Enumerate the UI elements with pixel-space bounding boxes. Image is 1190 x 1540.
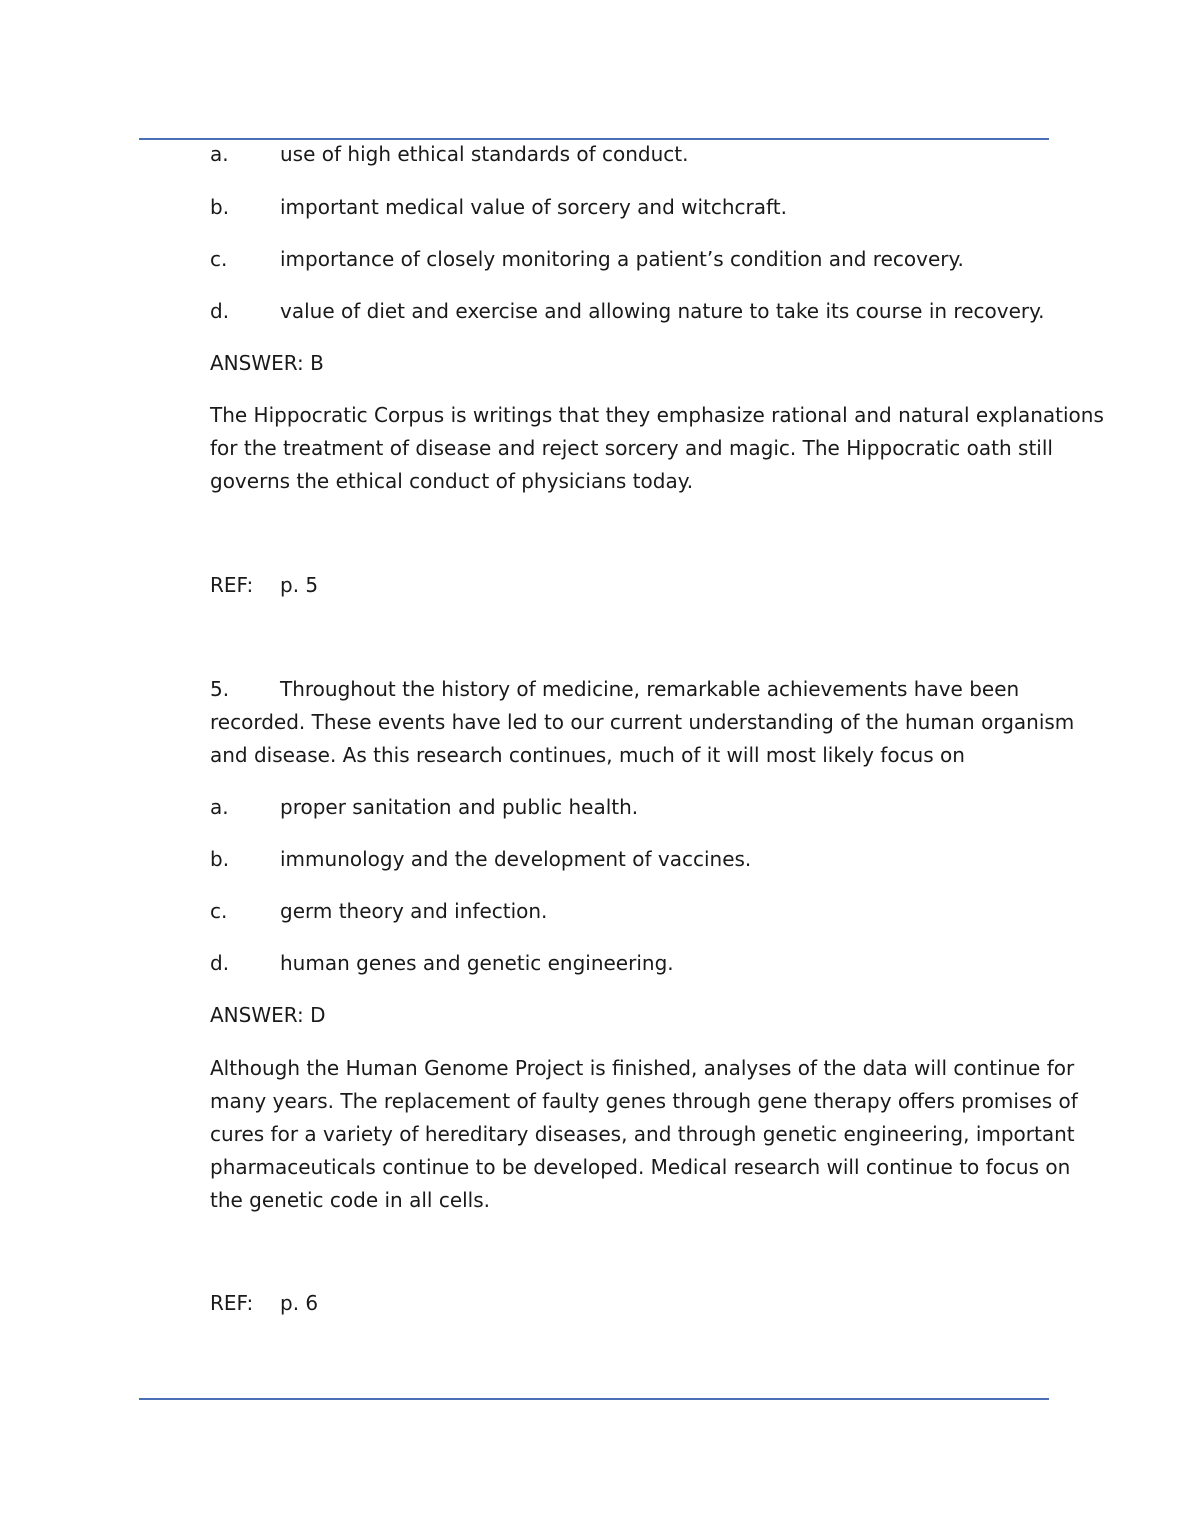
q4-option-a — [210, 138, 689, 171]
q5-ref — [210, 1287, 318, 1320]
q4-option-c — [210, 243, 964, 276]
q5-question — [210, 673, 1075, 772]
q5-explanation — [210, 1052, 1078, 1217]
ref-value: p. 5 — [280, 573, 319, 597]
option-letter: a. — [210, 142, 229, 166]
footer-rule — [139, 1398, 1049, 1400]
q4-explanation — [210, 399, 1104, 498]
explanation-line: pharmaceuticals continue to be developed. Medical research will continue to focus on — [210, 1155, 1071, 1179]
option-text: germ theory and infection. — [280, 899, 548, 923]
question-number: 5. — [210, 677, 230, 701]
option-letter: a. — [210, 795, 229, 819]
ref-label: REF: — [210, 573, 254, 597]
q4-option-d — [210, 295, 1044, 328]
option-letter: c. — [210, 899, 228, 923]
q4-option-b — [210, 191, 787, 224]
ref-label: REF: — [210, 1291, 254, 1315]
option-text: human genes and genetic engineering. — [280, 951, 674, 975]
option-text: proper sanitation and public health. — [280, 795, 639, 819]
q5-option-b — [210, 843, 751, 876]
q5-option-d — [210, 947, 674, 980]
question-line — [210, 673, 1050, 706]
q5-option-a — [210, 791, 638, 824]
option-letter: c. — [210, 247, 228, 271]
option-text: importance of closely monitoring a patient’s condition and recovery. — [280, 247, 964, 271]
option-letter: d. — [210, 951, 230, 975]
ref-value: p. 6 — [280, 1291, 319, 1315]
explanation-line: many years. The replacement of faulty genes through gene therapy offers promises of — [210, 1089, 1078, 1113]
option-text: immunology and the development of vaccines. — [280, 847, 752, 871]
q5-option-c — [210, 895, 547, 928]
option-text: important medical value of sorcery and witchcraft. — [280, 195, 787, 219]
explanation-line: cures for a variety of hereditary diseases, and through genetic engineering, important — [210, 1122, 1075, 1146]
explanation-line: The Hippocratic Corpus is writings that they emphasize rational and natural explanations — [210, 403, 1104, 427]
explanation-line: governs the ethical conduct of physicians today. — [210, 469, 694, 493]
explanation-line: Although the Human Genome Project is finished, analyses of the data will continue for — [210, 1056, 1075, 1080]
question-text: Throughout the history of medicine, remarkable achievements have been — [280, 677, 1020, 701]
explanation-line: the genetic code in all cells. — [210, 1188, 491, 1212]
question-line: and disease. As this research continues, much of it will most likely focus on — [210, 743, 965, 767]
q5-answer: ANSWER: D — [210, 1003, 326, 1027]
q4-ref — [210, 569, 318, 602]
question-line: recorded. These events have led to our current understanding of the human organism — [210, 710, 1075, 734]
option-letter: d. — [210, 299, 230, 323]
option-letter: b. — [210, 195, 230, 219]
q4-answer: ANSWER: B — [210, 351, 324, 375]
explanation-line: for the treatment of disease and reject sorcery and magic. The Hippocratic oath still — [210, 436, 1053, 460]
option-text: value of diet and exercise and allowing nature to take its course in recovery. — [280, 299, 1045, 323]
option-letter: b. — [210, 847, 230, 871]
option-text: use of high ethical standards of conduct. — [280, 142, 689, 166]
